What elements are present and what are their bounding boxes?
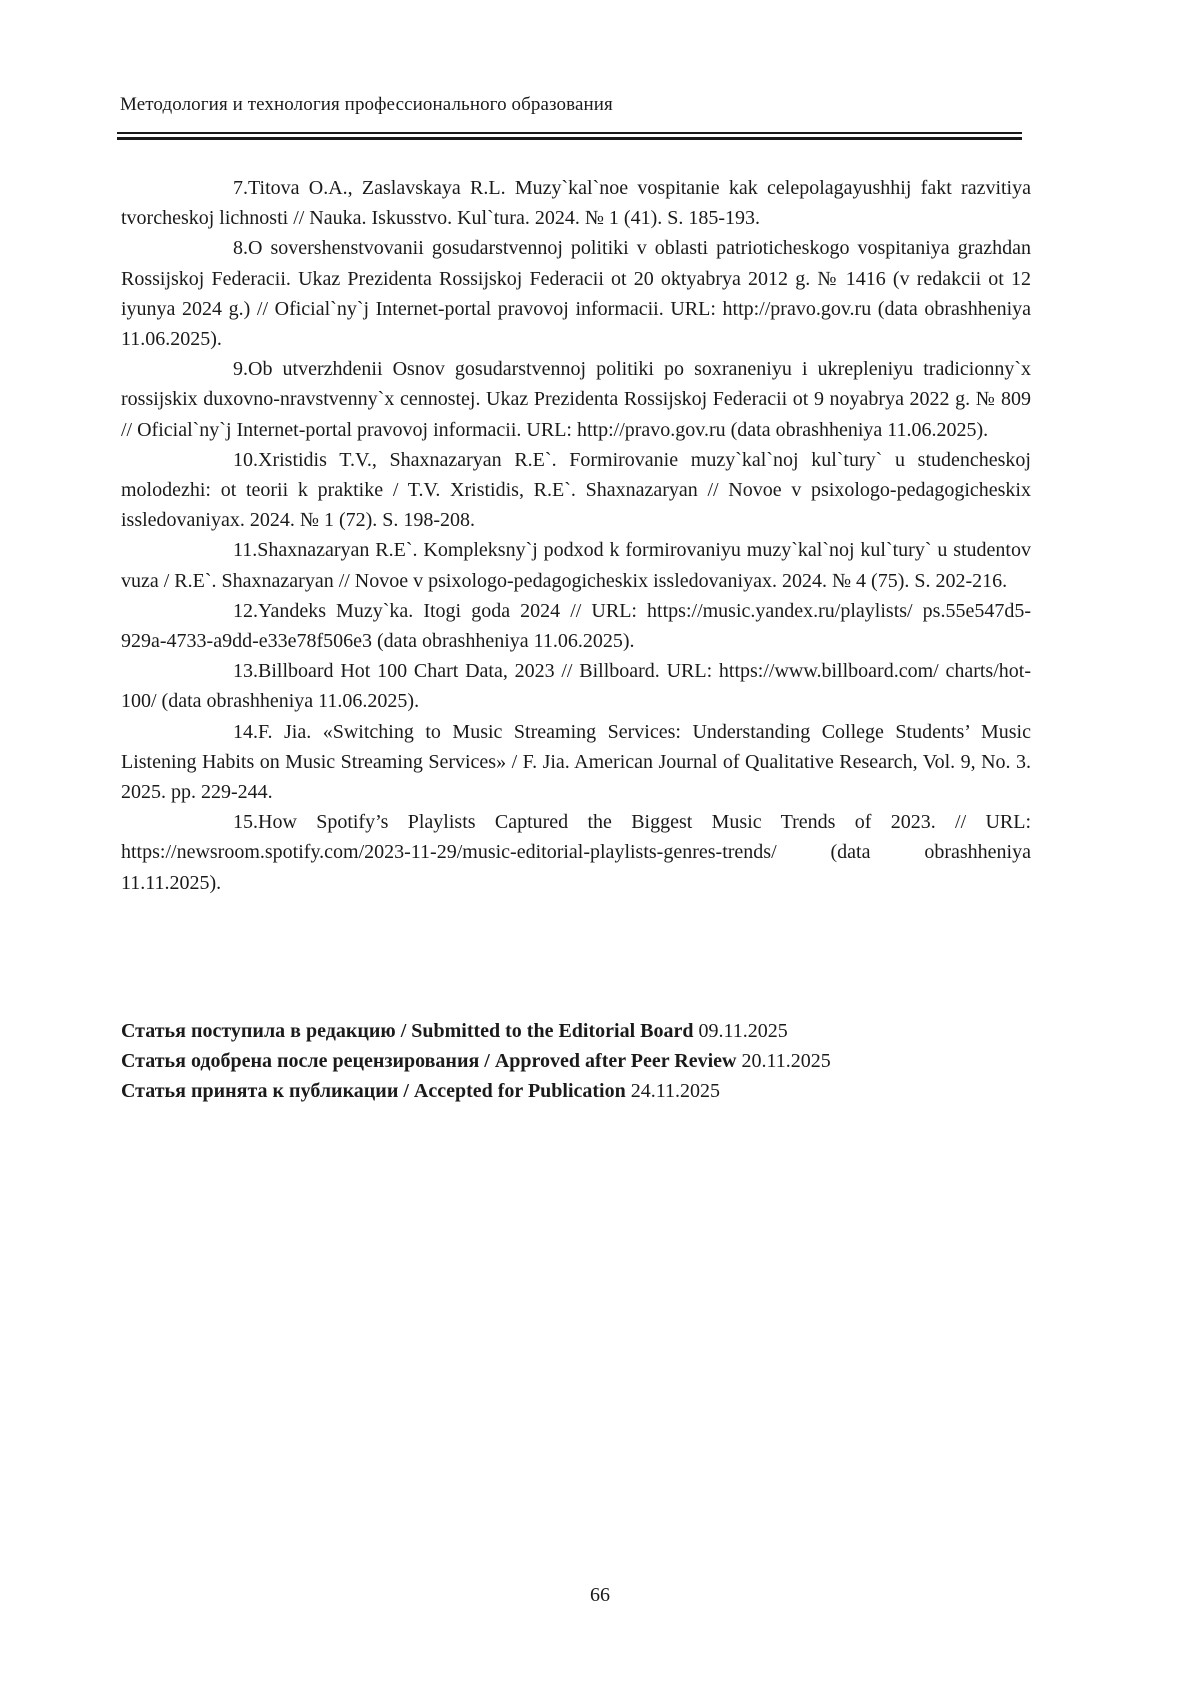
reference-text: Shaxnazaryan R.E`. Kompleksny`j podxod k formirovaniyu muzy`kal`noj kul`tury` u studentov vuza / R.E`. Shaxnazaryan // Novoe v psixologo-pedagogicheskix issledovaniyax. 2024. № 4 (75). S. 202-216. xyxy=(121,539,1031,592)
accepted-label: Статья принята к публикации / Accepted for Publication xyxy=(121,1080,626,1102)
approved-date-line xyxy=(121,1046,1031,1076)
reference-item xyxy=(121,596,1031,656)
reference-item xyxy=(121,354,1031,445)
header-rule-thin xyxy=(117,132,1022,134)
approved-date: 20.11.2025 xyxy=(741,1050,831,1072)
header-rule-thick xyxy=(117,137,1022,140)
running-header: Методология и технология профессионального образования xyxy=(120,94,613,115)
reference-item xyxy=(121,717,1031,808)
accepted-date-line xyxy=(121,1076,1031,1106)
reference-item xyxy=(121,535,1031,595)
submitted-date-line xyxy=(121,1016,1031,1046)
reference-number: 12. xyxy=(233,599,258,622)
reference-text: Billboard Hot 100 Chart Data, 2023 // Billboard. URL: https://www.billboard.com/ charts/hot-100/ (data obrashheniya 11.06.2025). xyxy=(121,660,1031,713)
reference-list xyxy=(121,173,1031,898)
reference-text: Ob utverzhdenii Osnov gosudarstvennoj politiki po soxraneniyu i ukrepleniyu tradicionny`x rossijskix duxovno-nravstvenny`x cennostej. Ukaz Prezidenta Rossijskoj Federacii ot 9 noyabrya 2022 g. № 809 // Oficial`ny`j Internet-portal pravovoj informacii. URL: http://pravo.gov.ru (data obrashheniya 11.06.2025). xyxy=(121,358,1031,441)
accepted-date: 24.11.2025 xyxy=(630,1080,721,1102)
publication-dates xyxy=(121,1016,1031,1106)
reference-number: 9. xyxy=(233,358,248,381)
reference-text: Yandeks Muzy`ka. Itogi goda 2024 // URL: https://music.yandex.ru/playlists/ ps.55e547d5-929a-4733-a9dd-e33e78f506e3 (data obrashheniya 11.06.2025). xyxy=(121,599,1031,653)
reference-item xyxy=(121,807,1031,898)
reference-text: Xristidis T.V., Shaxnazaryan R.E`. Formirovanie muzy`kal`noj kul`tury` u studencheskoj molodezhi: ot teorii k praktike / T.V. Xristidis, R.E`. Shaxnazaryan // Novoe v psixologo-pedagogicheskix issledovaniyax. 2024. № 1 (72). S. 198-208. xyxy=(121,448,1031,532)
reference-number: 7. xyxy=(233,177,248,199)
reference-number: 14. xyxy=(233,720,258,743)
reference-number: 10. xyxy=(233,448,258,471)
approved-label: Статья одобрена после рецензирования / Approved after Peer Review xyxy=(121,1050,737,1072)
reference-number: 11. xyxy=(233,539,258,562)
reference-item xyxy=(121,233,1031,354)
reference-number: 13. xyxy=(233,660,258,683)
reference-text: F. Jia. «Switching to Music Streaming Services: Understanding College Students’ Music Listening Habits on Music Streaming Services» / F. Jia. American Journal of Qualitative Research, Vol. 9, No. 3. 2025. pp. 229-244. xyxy=(121,720,1031,804)
reference-item xyxy=(121,445,1031,536)
reference-text: O sovershenstvovanii gosudarstvennoj politiki v oblasti patrioticheskogo vospitaniya grazhdan Rossijskoj Federacii. Ukaz Prezidenta Rossijskoj Federacii ot 20 oktyabrya 2012 g. № 1416 (v redakcii ot 12 iyunya 2024 g.) // Oficial`ny`j Internet-portal pravovoj informacii. URL: http://pravo.gov.ru (data obrashheniya 11.06.2025). xyxy=(121,237,1031,351)
submitted-label: Статья поступила в редакцию / Submitted to the Editorial Board xyxy=(121,1020,694,1042)
reference-text: How Spotify’s Playlists Captured the Biggest Music Trends of 2023. // URL: https://newsroom.spotify.com/2023-11-29/music-editorial-playlists-genres-trends/ (data obrashheniya 11.11.2025). xyxy=(121,811,1031,894)
page-number: 66 xyxy=(590,1584,610,1606)
submitted-date: 09.11.2025 xyxy=(698,1020,788,1042)
reference-text: Titova O.A., Zaslavskaya R.L. Muzy`kal`noe vospitanie kak celepolagayushhij fakt razvitiya tvorcheskoj lichnosti // Nauka. Iskusstvo. Kul`tura. 2024. № 1 (41). S. 185-193. xyxy=(121,177,1031,230)
reference-item xyxy=(121,173,1031,233)
reference-item xyxy=(121,656,1031,716)
reference-number: 15. xyxy=(233,811,258,834)
reference-number: 8. xyxy=(233,237,248,260)
